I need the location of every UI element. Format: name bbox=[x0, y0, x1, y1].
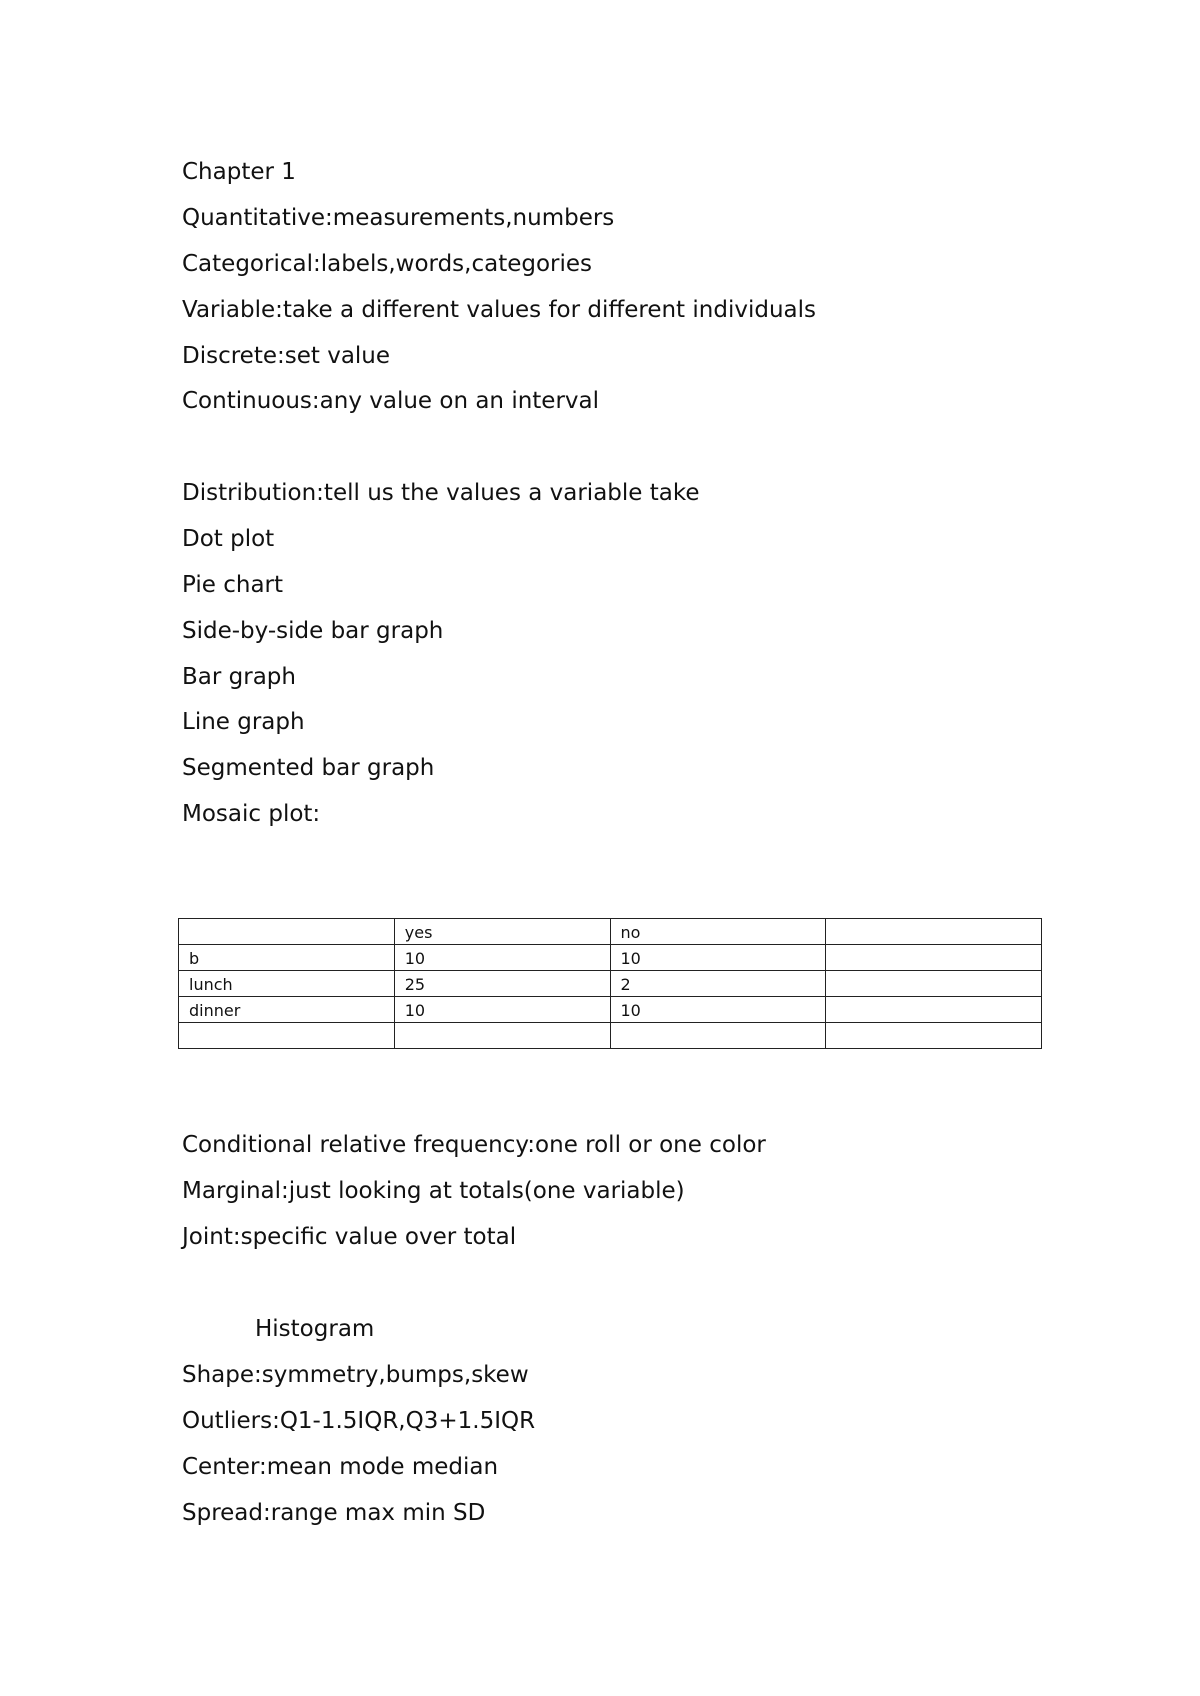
table-cell bbox=[610, 1023, 826, 1049]
table-cell: yes bbox=[394, 919, 610, 945]
note-quantitative: Quantitative:measurements,numbers bbox=[182, 205, 615, 231]
contingency-table bbox=[178, 918, 1042, 1049]
note-pie-chart: Pie chart bbox=[182, 572, 284, 598]
table-cell bbox=[826, 1023, 1042, 1049]
table-cell: 10 bbox=[394, 945, 610, 971]
table-cell: 10 bbox=[610, 945, 826, 971]
table-cell: b bbox=[179, 945, 395, 971]
note-spread: Spread:range max min SD bbox=[182, 1500, 486, 1526]
table-cell: no bbox=[610, 919, 826, 945]
table-row bbox=[179, 997, 1042, 1023]
table-row bbox=[179, 1023, 1042, 1049]
table-cell: dinner bbox=[179, 997, 395, 1023]
table-cell bbox=[826, 997, 1042, 1023]
note-mosaic-plot: Mosaic plot: bbox=[182, 801, 321, 827]
note-categorical: Categorical:labels,words,categories bbox=[182, 251, 593, 277]
note-center: Center:mean mode median bbox=[182, 1454, 499, 1480]
table-cell: 10 bbox=[394, 997, 610, 1023]
table-cell bbox=[179, 1023, 395, 1049]
table-row bbox=[179, 945, 1042, 971]
table-cell bbox=[826, 971, 1042, 997]
note-line-graph: Line graph bbox=[182, 709, 305, 735]
table-cell: lunch bbox=[179, 971, 395, 997]
note-distribution: Distribution:tell us the values a variable take bbox=[182, 480, 700, 506]
note-bar-graph: Bar graph bbox=[182, 664, 296, 690]
note-dot-plot: Dot plot bbox=[182, 526, 275, 552]
table-row bbox=[179, 919, 1042, 945]
section-heading-histogram: Histogram bbox=[255, 1316, 375, 1342]
table-cell bbox=[394, 1023, 610, 1049]
chapter-title: Chapter 1 bbox=[182, 159, 296, 185]
table-cell bbox=[826, 919, 1042, 945]
table-cell: 25 bbox=[394, 971, 610, 997]
note-segmented-bar-graph: Segmented bar graph bbox=[182, 755, 435, 781]
note-conditional-relative-frequency: Conditional relative frequency:one roll or one color bbox=[182, 1132, 766, 1158]
note-marginal: Marginal:just looking at totals(one variable) bbox=[182, 1178, 685, 1204]
table-cell bbox=[826, 945, 1042, 971]
note-variable: Variable:take a different values for different individuals bbox=[182, 297, 816, 323]
table-cell bbox=[179, 919, 395, 945]
note-discrete: Discrete:set value bbox=[182, 343, 391, 369]
table-row bbox=[179, 971, 1042, 997]
note-outliers: Outliers:Q1-1.5IQR,Q3+1.5IQR bbox=[182, 1408, 536, 1434]
table-cell: 2 bbox=[610, 971, 826, 997]
note-side-by-side-bar-graph: Side-by-side bar graph bbox=[182, 618, 444, 644]
table-cell: 10 bbox=[610, 997, 826, 1023]
note-joint: Joint:specific value over total bbox=[182, 1224, 517, 1250]
note-continuous: Continuous:any value on an interval bbox=[182, 388, 600, 414]
note-shape: Shape:symmetry,bumps,skew bbox=[182, 1362, 529, 1388]
